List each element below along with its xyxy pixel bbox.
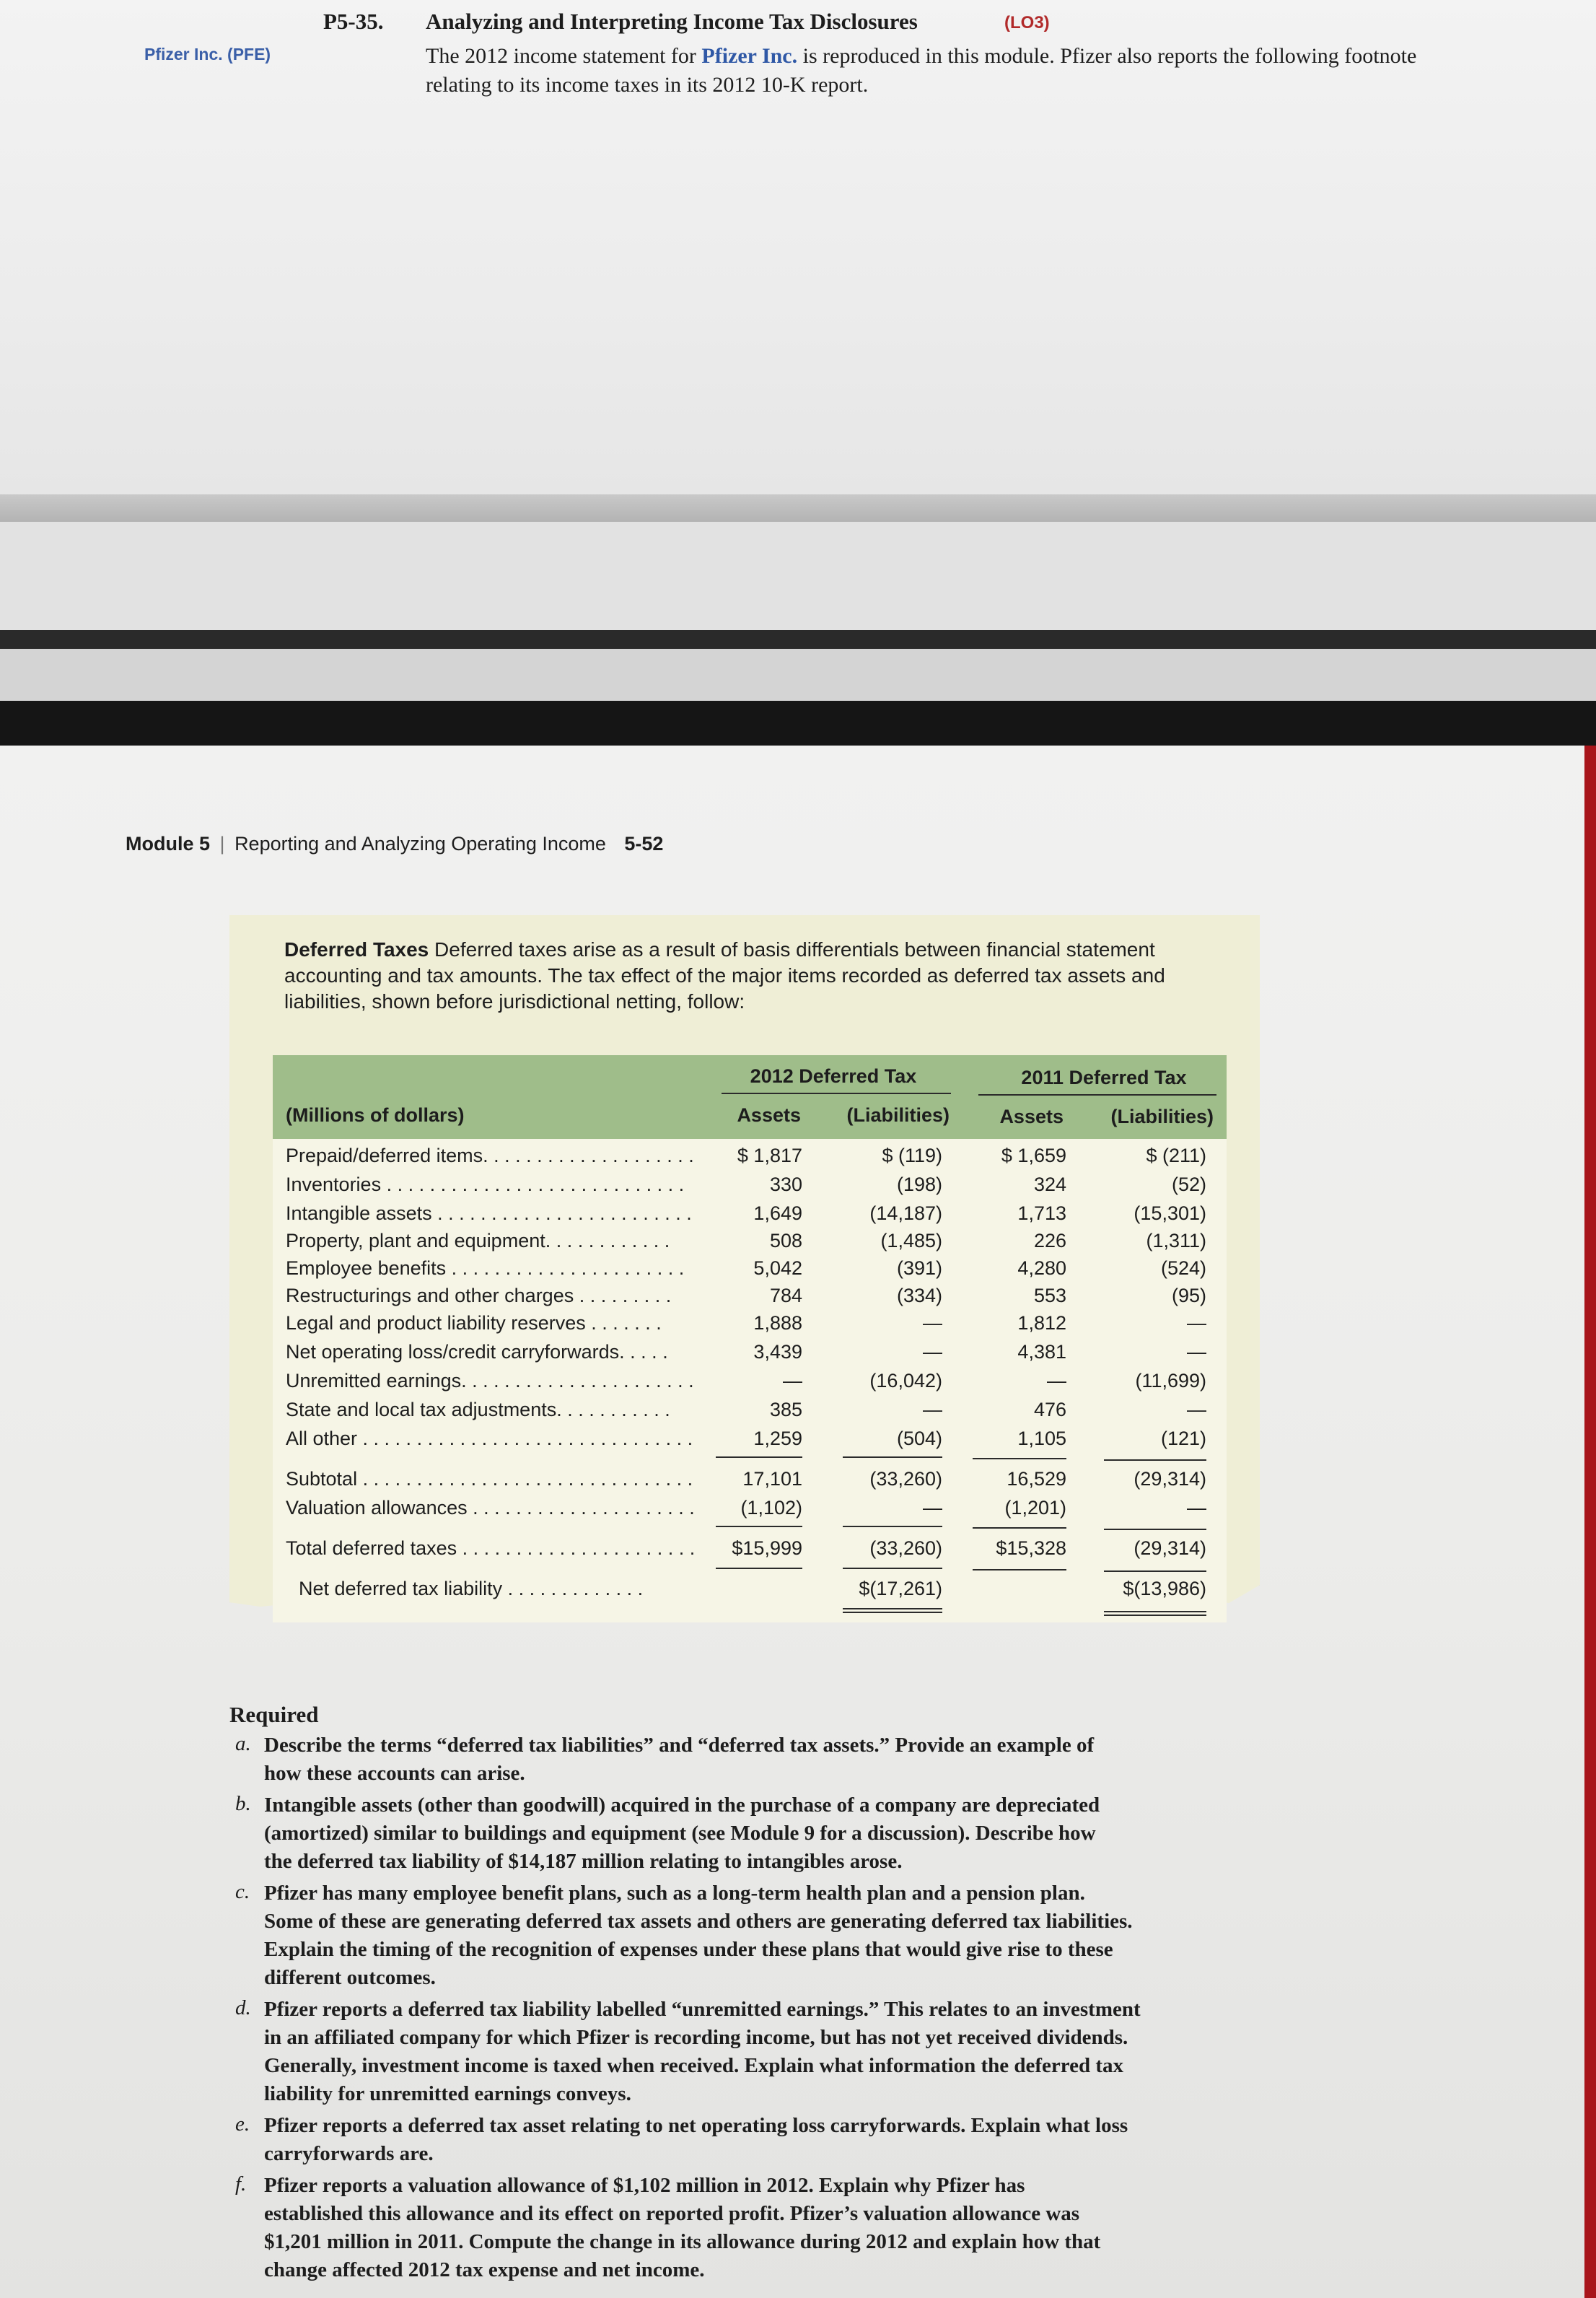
book-edge <box>1584 746 1596 2298</box>
dark-divider <box>0 630 1596 649</box>
total-rule-l12 <box>843 1526 942 1527</box>
total-rule-a11 <box>973 1527 1066 1529</box>
subtotal-rule-l11 <box>1104 1459 1206 1461</box>
cell-l11: (52) <box>1171 1174 1206 1195</box>
row-label: Intangible assets . . . . . . . . . . . . . . . . . . . . . . . . <box>286 1202 692 1224</box>
cell-l12: (33,260) <box>869 1468 942 1490</box>
problem-text-start: The 2012 income statement for <box>426 44 702 68</box>
group-header-2011: 2011 Deferred Tax <box>1021 1067 1187 1088</box>
cell-l12: (16,042) <box>869 1370 942 1392</box>
cell-a11: 4,381 <box>1017 1341 1066 1363</box>
cell-l11: (95) <box>1171 1285 1206 1306</box>
footnote-intro <box>284 937 1222 1015</box>
cell-l12: (391) <box>896 1257 942 1279</box>
question-letter: b. <box>235 1792 251 1815</box>
question-text-line: Explain the timing of the recognition of expenses under these plans that would give rise to these <box>264 1938 1113 1961</box>
cell-l11: — <box>1187 1341 1206 1363</box>
net-double-rule-2012 <box>843 1608 942 1613</box>
column-header-assets-2012: Assets <box>737 1104 801 1126</box>
question-text-line: Intangible assets (other than goodwill) acquired in the purchase of a company are depreciated <box>264 1794 1100 1817</box>
total-underline-l12 <box>843 1568 942 1569</box>
cell-a12: $15,999 <box>732 1537 802 1559</box>
cell-l12: — <box>923 1497 942 1519</box>
page-edge-band <box>0 494 1596 522</box>
question-text-line: Pfizer reports a valuation allowance of $1,102 million in 2012. Explain why Pfizer has <box>264 2174 1025 2197</box>
group-underline-2012 <box>722 1093 951 1094</box>
question-text-line: Pfizer reports a deferred tax asset relating to net operating loss carryforwards. Explain what loss <box>264 2114 1128 2137</box>
cell-l12: — <box>923 1399 942 1420</box>
page-number: 5-52 <box>624 833 664 855</box>
row-label: Prepaid/deferred items. . . . . . . . . . . . . . . . . . . . <box>286 1145 694 1166</box>
question-letter: a. <box>235 1732 251 1755</box>
row-label: Employee benefits . . . . . . . . . . . . . . . . . . . . . . <box>286 1257 685 1279</box>
problem-number: P5-35. <box>323 9 384 34</box>
row-label: Legal and product liability reserves . . . . . . . <box>286 1312 662 1334</box>
cell-a11: $15,328 <box>996 1537 1066 1559</box>
total-rule-l11 <box>1104 1529 1206 1530</box>
question-letter: d. <box>235 1996 251 2019</box>
cell-l12: (1,485) <box>880 1230 942 1251</box>
cell-a12: 17,101 <box>742 1468 802 1490</box>
column-header-liabilities-2012: (Liabilities) <box>846 1104 950 1126</box>
total-rule-a12 <box>716 1526 802 1527</box>
problem-text-end: is reproduced in this module. Pfizer also reports the following footnote relating to its income taxes in its 2012 10-K report. <box>426 44 1417 97</box>
cell-a12: (1,102) <box>740 1497 802 1519</box>
cell-l11: (121) <box>1160 1428 1206 1449</box>
cell-l12: (198) <box>896 1174 942 1195</box>
cell-a11: 1,713 <box>1017 1202 1066 1224</box>
cell-a11: 16,529 <box>1007 1468 1066 1490</box>
group-header-2012: 2012 Deferred Tax <box>750 1065 917 1087</box>
cell-a12: 3,439 <box>753 1341 802 1363</box>
module-title: Reporting and Analyzing Operating Income <box>234 833 606 855</box>
row-label: State and local tax adjustments. . . . . . . . . . . <box>286 1399 670 1420</box>
cell-a11: — <box>1047 1370 1066 1392</box>
cell-l11: (15,301) <box>1134 1202 1206 1224</box>
question-text-line: Pfizer has many employee benefit plans, such as a long-term health plan and a pension plan. <box>264 1882 1085 1905</box>
question-text-line: the deferred tax liability of $14,187 million relating to intangibles arose. <box>264 1850 903 1873</box>
cell-a11: 553 <box>1033 1285 1066 1306</box>
question-text-line: $1,201 million in 2011. Compute the change in its allowance during 2012 and explain how that <box>264 2230 1101 2253</box>
subtotal-rule-a11 <box>973 1458 1066 1459</box>
cell-l12: (504) <box>896 1428 942 1449</box>
cell-l11: — <box>1187 1497 1206 1519</box>
cell-l12: (33,260) <box>869 1537 942 1559</box>
cell-l11: (524) <box>1160 1257 1206 1279</box>
running-header <box>126 833 663 855</box>
row-label: Property, plant and equipment. . . . . . . . . . . . <box>286 1230 670 1251</box>
cell-l11: (29,314) <box>1134 1468 1206 1490</box>
company-margin-label: Pfizer Inc. (PFE) <box>144 45 271 64</box>
cell-a12: — <box>783 1370 802 1392</box>
question-text-line: how these accounts can arise. <box>264 1762 525 1785</box>
cell-l12: (334) <box>896 1285 942 1306</box>
cell-a12: 5,042 <box>753 1257 802 1279</box>
question-text-line: Describe the terms “deferred tax liabilities” and “deferred tax assets.” Provide an example of <box>264 1734 1095 1757</box>
problem-description <box>426 42 1486 100</box>
cell-a12: $ 1,817 <box>737 1145 802 1166</box>
subtotal-rule-l12 <box>843 1456 942 1458</box>
group-underline-2011 <box>978 1094 1216 1096</box>
question-text-line: Some of these are generating deferred tax assets and others are generating deferred tax liabilities. <box>264 1910 1133 1933</box>
question-text-line: in an affiliated company for which Pfizer is recording income, but has not yet received dividends. <box>264 2026 1128 2049</box>
page-gap <box>0 649 1596 701</box>
question-text-line: change affected 2012 tax expense and net income. <box>264 2258 705 2281</box>
row-label: Net operating loss/credit carryforwards. . . . . <box>286 1341 668 1363</box>
cell-l12: — <box>923 1341 942 1363</box>
cell-a12: 385 <box>769 1399 802 1420</box>
module-number: Module 5 <box>126 833 211 855</box>
learning-objective-tag: (LO3) <box>1004 13 1050 32</box>
net-double-rule-2011 <box>1104 1611 1206 1616</box>
cell-a12: 1,649 <box>753 1202 802 1224</box>
row-label: Subtotal . . . . . . . . . . . . . . . . . . . . . . . . . . . . . . . <box>286 1468 693 1490</box>
cell-a11: $ 1,659 <box>1001 1145 1066 1166</box>
question-letter: e. <box>235 2113 250 2136</box>
cell-l11: $(13,986) <box>1123 1578 1206 1599</box>
question-text-line: liability for unremitted earnings conveys. <box>264 2082 631 2105</box>
question-text-line: different outcomes. <box>264 1966 436 1989</box>
dark-divider <box>0 701 1596 746</box>
cell-a12: 1,888 <box>753 1312 802 1334</box>
cell-a12: 508 <box>769 1230 802 1251</box>
column-header-assets-2011: Assets <box>999 1106 1064 1127</box>
cell-l11: — <box>1187 1399 1206 1420</box>
footnote-lead: Deferred Taxes <box>284 938 429 961</box>
cell-l11: — <box>1187 1312 1206 1334</box>
cell-a11: 1,812 <box>1017 1312 1066 1334</box>
cell-a11: 4,280 <box>1017 1257 1066 1279</box>
row-label: Restructurings and other charges . . . . . . . . . <box>286 1285 672 1306</box>
row-label: Unremitted earnings. . . . . . . . . . . . . . . . . . . . . . <box>286 1370 694 1392</box>
question-text-line: Pfizer reports a deferred tax liability labelled “unremitted earnings.” This relates to an investment <box>264 1998 1141 2021</box>
question-text-line: (amortized) similar to buildings and equipment (see Module 9 for a discussion). Describe how <box>264 1822 1096 1845</box>
cell-l11: $ (211) <box>1146 1145 1206 1166</box>
total-underline-l11 <box>1104 1570 1206 1572</box>
cell-l12: $(17,261) <box>859 1578 942 1599</box>
page-gap <box>0 522 1596 630</box>
header-separator: | <box>219 833 225 855</box>
cell-l12: (14,187) <box>869 1202 942 1224</box>
total-underline-a12 <box>716 1568 802 1569</box>
cell-l12: $ (119) <box>882 1145 942 1166</box>
company-name: Pfizer Inc. <box>701 44 798 68</box>
row-label: All other . . . . . . . . . . . . . . . . . . . . . . . . . . . . . . . <box>286 1428 693 1449</box>
row-label: Net deferred tax liability . . . . . . . . . . . . . <box>299 1578 644 1599</box>
cell-a11: 476 <box>1033 1399 1066 1420</box>
question-text-line: established this allowance and its effect on reported profit. Pfizer’s valuation allowance was <box>264 2202 1080 2225</box>
cell-l11: (11,699) <box>1135 1370 1206 1392</box>
subtotal-rule-a12 <box>716 1456 802 1458</box>
cell-a12: 1,259 <box>753 1428 802 1449</box>
cell-a11: 324 <box>1033 1174 1066 1195</box>
total-underline-a11 <box>973 1569 1066 1570</box>
row-label: Total deferred taxes . . . . . . . . . . . . . . . . . . . . . . <box>286 1537 696 1559</box>
question-letter: c. <box>235 1880 250 1903</box>
question-text-line: carryforwards are. <box>264 2142 434 2165</box>
cell-l11: (29,314) <box>1134 1537 1206 1559</box>
cell-l11: (1,311) <box>1146 1230 1206 1251</box>
cell-l12: — <box>923 1312 942 1334</box>
row-label: Valuation allowances . . . . . . . . . . . . . . . . . . . . . <box>286 1497 695 1519</box>
required-heading: Required <box>229 1702 319 1727</box>
column-header-label: (Millions of dollars) <box>286 1104 465 1126</box>
cell-a12: 784 <box>769 1285 802 1306</box>
footnote-intro-text: Deferred taxes arise as a result of basis differentials between financial statement accounting and tax amounts. The tax effect of the major items recorded as deferred tax assets and liabilities, shown before jurisdictional netting, follow: <box>284 938 1165 1013</box>
column-header-liabilities-2011: (Liabilities) <box>1110 1106 1214 1127</box>
cell-a11: 226 <box>1033 1230 1066 1251</box>
problem-title: Analyzing and Interpreting Income Tax Disclosures <box>426 9 918 34</box>
row-label: Inventories . . . . . . . . . . . . . . . . . . . . . . . . . . . . <box>286 1174 685 1195</box>
cell-a12: 330 <box>769 1174 802 1195</box>
question-letter: f. <box>235 2172 247 2196</box>
question-text-line: Generally, investment income is taxed when received. Explain what information the deferred tax <box>264 2054 1124 2077</box>
cell-a11: (1,201) <box>1004 1497 1066 1519</box>
cell-a11: 1,105 <box>1017 1428 1066 1449</box>
